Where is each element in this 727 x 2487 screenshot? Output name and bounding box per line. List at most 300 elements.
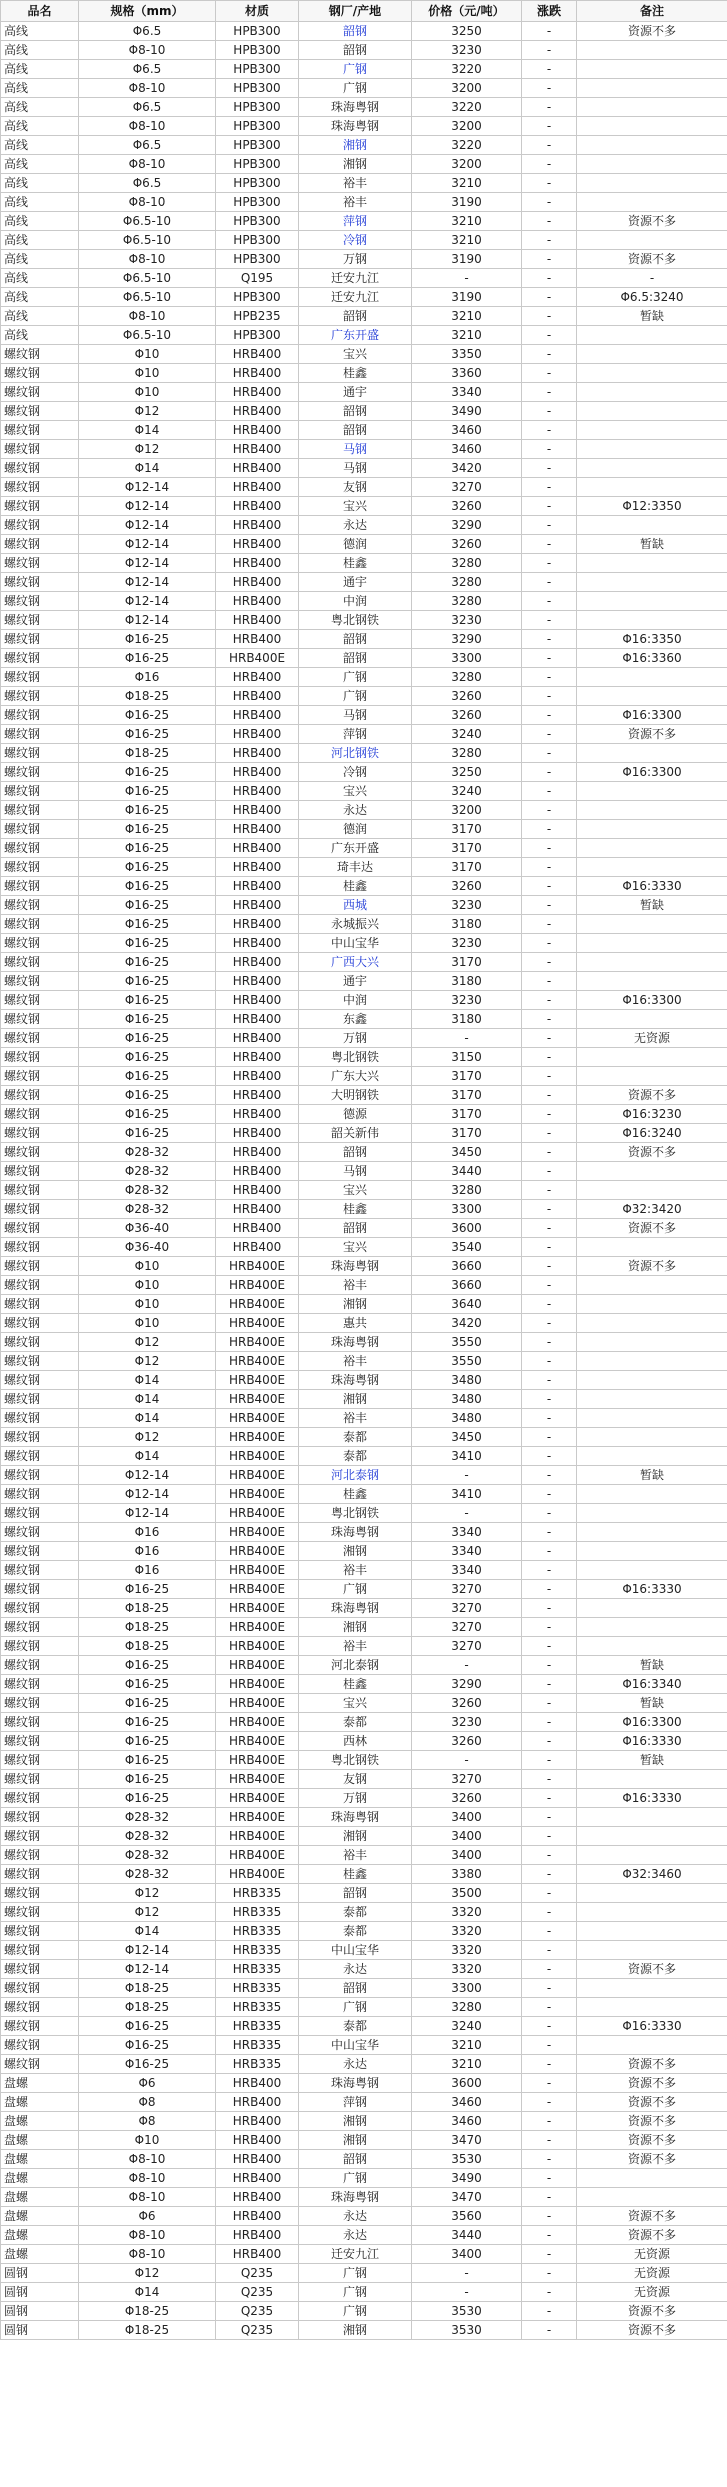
remark-cell — [577, 1523, 727, 1542]
spec-cell: Φ16-25 — [79, 972, 216, 991]
material-cell: HRB400 — [216, 383, 299, 402]
spec-cell: Φ12 — [79, 1352, 216, 1371]
table-row — [1, 1732, 727, 1751]
mill-cell: 迁安九江 — [299, 288, 412, 307]
table-row — [1, 1105, 727, 1124]
spec-cell: Φ14 — [79, 1390, 216, 1409]
remark-cell: 资源不多 — [577, 725, 727, 744]
price-cell: 3260 — [412, 1789, 522, 1808]
spec-cell: Φ8 — [79, 2093, 216, 2112]
change-cell: - — [522, 1808, 577, 1827]
price-cell: 3260 — [412, 497, 522, 516]
mill-cell: 湘钢 — [299, 1827, 412, 1846]
change-cell: - — [522, 1314, 577, 1333]
table-row — [1, 288, 727, 307]
spec-cell: Φ12 — [79, 440, 216, 459]
spec-cell: Φ16-25 — [79, 877, 216, 896]
mill-cell: 桂鑫 — [299, 1200, 412, 1219]
mill-cell: 惠共 — [299, 1314, 412, 1333]
table-row — [1, 2264, 727, 2283]
price-cell: 3400 — [412, 1827, 522, 1846]
remark-cell — [577, 1922, 727, 1941]
change-cell: - — [522, 2245, 577, 2264]
mill-cell[interactable]: 西城 — [299, 896, 412, 915]
change-cell: - — [522, 1238, 577, 1257]
spec-cell: Φ16-25 — [79, 649, 216, 668]
spec-cell: Φ8-10 — [79, 2188, 216, 2207]
remark-cell — [577, 858, 727, 877]
change-cell: - — [522, 155, 577, 174]
price-cell: 3340 — [412, 1523, 522, 1542]
product-name-cell: 螺纹钢 — [1, 1390, 79, 1409]
remark-cell — [577, 1998, 727, 2017]
product-name-cell: 螺纹钢 — [1, 1257, 79, 1276]
material-cell: HRB400 — [216, 2188, 299, 2207]
mill-cell: 泰都 — [299, 1428, 412, 1447]
price-cell: 3300 — [412, 1200, 522, 1219]
table-row — [1, 611, 727, 630]
product-name-cell: 螺纹钢 — [1, 1922, 79, 1941]
mill-cell: 宝兴 — [299, 1238, 412, 1257]
table-row — [1, 839, 727, 858]
spec-cell: Φ16-25 — [79, 1105, 216, 1124]
mill-cell: 萍钢 — [299, 725, 412, 744]
table-row — [1, 1010, 727, 1029]
material-cell: HPB300 — [216, 193, 299, 212]
material-cell: HRB400 — [216, 934, 299, 953]
material-cell: HRB400 — [216, 630, 299, 649]
price-cell: 3230 — [412, 896, 522, 915]
price-cell: 3490 — [412, 402, 522, 421]
price-cell: 3480 — [412, 1409, 522, 1428]
price-cell: 3410 — [412, 1485, 522, 1504]
mill-cell[interactable]: 湘钢 — [299, 136, 412, 155]
price-cell: 3290 — [412, 1675, 522, 1694]
price-cell: 3200 — [412, 79, 522, 98]
header-price: 价格（元/吨） — [412, 1, 522, 22]
remark-cell: Φ16:3300 — [577, 991, 727, 1010]
table-row — [1, 307, 727, 326]
table-row — [1, 1599, 727, 1618]
product-name-cell: 螺纹钢 — [1, 554, 79, 573]
remark-cell — [577, 174, 727, 193]
price-cell: 3210 — [412, 307, 522, 326]
spec-cell: Φ16-25 — [79, 1789, 216, 1808]
mill-cell: 广钢 — [299, 1580, 412, 1599]
remark-cell — [577, 1827, 727, 1846]
spec-cell: Φ10 — [79, 1257, 216, 1276]
remark-cell — [577, 1884, 727, 1903]
mill-cell: 迁安九江 — [299, 2245, 412, 2264]
product-name-cell: 螺纹钢 — [1, 1542, 79, 1561]
table-row — [1, 1884, 727, 1903]
change-cell: - — [522, 2169, 577, 2188]
product-name-cell: 高线 — [1, 269, 79, 288]
spec-cell: Φ12 — [79, 2264, 216, 2283]
spec-cell: Φ28-32 — [79, 1181, 216, 1200]
material-cell: HRB400E — [216, 1618, 299, 1637]
mill-cell: 广钢 — [299, 2169, 412, 2188]
change-cell: - — [522, 2226, 577, 2245]
product-name-cell: 螺纹钢 — [1, 440, 79, 459]
change-cell: - — [522, 478, 577, 497]
change-cell: - — [522, 1922, 577, 1941]
change-cell: - — [522, 858, 577, 877]
price-cell: 3220 — [412, 60, 522, 79]
remark-cell — [577, 915, 727, 934]
price-cell: 3460 — [412, 421, 522, 440]
price-cell: 3270 — [412, 1637, 522, 1656]
price-cell: 3400 — [412, 1846, 522, 1865]
table-row — [1, 2302, 727, 2321]
remark-cell: 资源不多 — [577, 2226, 727, 2245]
spec-cell: Φ16-25 — [79, 782, 216, 801]
table-row — [1, 231, 727, 250]
spec-cell: Φ8-10 — [79, 79, 216, 98]
spec-cell: Φ6.5-10 — [79, 212, 216, 231]
table-row — [1, 1789, 727, 1808]
product-name-cell: 高线 — [1, 288, 79, 307]
spec-cell: Φ8-10 — [79, 2169, 216, 2188]
price-cell: 3450 — [412, 1143, 522, 1162]
price-cell: 3170 — [412, 1105, 522, 1124]
spec-cell: Φ10 — [79, 2131, 216, 2150]
table-row — [1, 1713, 727, 1732]
product-name-cell: 高线 — [1, 250, 79, 269]
product-name-cell: 螺纹钢 — [1, 1048, 79, 1067]
product-name-cell: 螺纹钢 — [1, 1789, 79, 1808]
remark-cell — [577, 402, 727, 421]
remark-cell: Φ16:3340 — [577, 1675, 727, 1694]
product-name-cell: 螺纹钢 — [1, 858, 79, 877]
change-cell: - — [522, 1637, 577, 1656]
remark-cell — [577, 1276, 727, 1295]
material-cell: HRB400 — [216, 896, 299, 915]
table-row — [1, 1960, 727, 1979]
price-cell: 3260 — [412, 1694, 522, 1713]
remark-cell: - — [577, 269, 727, 288]
remark-cell — [577, 1846, 727, 1865]
table-row — [1, 2074, 727, 2093]
change-cell: - — [522, 1732, 577, 1751]
remark-cell — [577, 136, 727, 155]
remark-cell: 资源不多 — [577, 212, 727, 231]
product-name-cell: 螺纹钢 — [1, 2055, 79, 2074]
mill-cell[interactable]: 马钢 — [299, 440, 412, 459]
price-cell: - — [412, 2283, 522, 2302]
material-cell: HRB400E — [216, 1295, 299, 1314]
table-row — [1, 2245, 727, 2264]
table-header — [1, 1, 727, 22]
table-row — [1, 1428, 727, 1447]
header-row — [1, 1, 727, 22]
change-cell: - — [522, 2321, 577, 2340]
mill-cell: 永达 — [299, 516, 412, 535]
product-name-cell: 螺纹钢 — [1, 421, 79, 440]
change-cell: - — [522, 1428, 577, 1447]
change-cell: - — [522, 41, 577, 60]
spec-cell: Φ12-14 — [79, 516, 216, 535]
change-cell: - — [522, 1485, 577, 1504]
mill-cell: 桂鑫 — [299, 877, 412, 896]
mill-cell: 粤北钢铁 — [299, 1504, 412, 1523]
change-cell: - — [522, 1599, 577, 1618]
mill-cell: 广东开盛 — [299, 839, 412, 858]
change-cell: - — [522, 1333, 577, 1352]
spec-cell: Φ12-14 — [79, 1941, 216, 1960]
table-row — [1, 2283, 727, 2302]
spec-cell: Φ18-25 — [79, 1599, 216, 1618]
table-row — [1, 801, 727, 820]
spec-cell: Φ28-32 — [79, 1865, 216, 1884]
mill-cell: 通宇 — [299, 972, 412, 991]
mill-cell: 湘钢 — [299, 1295, 412, 1314]
table-row — [1, 1390, 727, 1409]
product-name-cell: 螺纹钢 — [1, 877, 79, 896]
mill-cell: 韶关新伟 — [299, 1124, 412, 1143]
mill-cell: 韶钢 — [299, 421, 412, 440]
price-cell: 3300 — [412, 649, 522, 668]
spec-cell: Φ12 — [79, 1428, 216, 1447]
material-cell: HRB400 — [216, 725, 299, 744]
table-row — [1, 326, 727, 345]
change-cell: - — [522, 1124, 577, 1143]
table-row — [1, 1124, 727, 1143]
product-name-cell: 螺纹钢 — [1, 1846, 79, 1865]
spec-cell: Φ6.5 — [79, 60, 216, 79]
spec-cell: Φ16-25 — [79, 725, 216, 744]
material-cell: HRB335 — [216, 1979, 299, 1998]
spec-cell: Φ14 — [79, 1447, 216, 1466]
remark-cell — [577, 1903, 727, 1922]
price-cell: 3270 — [412, 478, 522, 497]
product-name-cell: 螺纹钢 — [1, 687, 79, 706]
table-row — [1, 725, 727, 744]
remark-cell: 暂缺 — [577, 896, 727, 915]
spec-cell: Φ12-14 — [79, 1466, 216, 1485]
material-cell: HRB400E — [216, 1466, 299, 1485]
remark-cell — [577, 1618, 727, 1637]
remark-cell — [577, 1808, 727, 1827]
header-material: 材质 — [216, 1, 299, 22]
material-cell: HRB400 — [216, 2093, 299, 2112]
spec-cell: Φ16-25 — [79, 706, 216, 725]
material-cell: HPB300 — [216, 231, 299, 250]
price-cell: 3180 — [412, 1010, 522, 1029]
mill-cell[interactable]: 萍钢 — [299, 212, 412, 231]
price-cell: 3230 — [412, 41, 522, 60]
price-cell: - — [412, 2264, 522, 2283]
product-name-cell: 螺纹钢 — [1, 896, 79, 915]
table-row — [1, 2207, 727, 2226]
price-cell: 3220 — [412, 98, 522, 117]
mill-cell: 粤北钢铁 — [299, 1751, 412, 1770]
change-cell: - — [522, 2074, 577, 2093]
product-name-cell: 螺纹钢 — [1, 1656, 79, 1675]
change-cell: - — [522, 1200, 577, 1219]
product-name-cell: 螺纹钢 — [1, 1732, 79, 1751]
price-cell: 3260 — [412, 687, 522, 706]
mill-cell: 萍钢 — [299, 2093, 412, 2112]
product-name-cell: 螺纹钢 — [1, 1162, 79, 1181]
material-cell: HRB335 — [216, 2017, 299, 2036]
remark-cell — [577, 459, 727, 478]
change-cell: - — [522, 1789, 577, 1808]
remark-cell — [577, 934, 727, 953]
price-cell: 3460 — [412, 2112, 522, 2131]
mill-cell: 韶钢 — [299, 630, 412, 649]
spec-cell: Φ6.5-10 — [79, 269, 216, 288]
remark-cell: 资源不多 — [577, 22, 727, 41]
change-cell: - — [522, 2207, 577, 2226]
price-cell: 3260 — [412, 535, 522, 554]
mill-cell: 韶钢 — [299, 1143, 412, 1162]
mill-cell: 马钢 — [299, 1162, 412, 1181]
product-name-cell: 高线 — [1, 174, 79, 193]
table-row — [1, 269, 727, 288]
mill-cell[interactable]: 广西大兴 — [299, 953, 412, 972]
spec-cell: Φ8-10 — [79, 117, 216, 136]
change-cell: - — [522, 60, 577, 79]
remark-cell: 暂缺 — [577, 1751, 727, 1770]
change-cell: - — [522, 2093, 577, 2112]
change-cell: - — [522, 535, 577, 554]
mill-cell[interactable]: 广东开盛 — [299, 326, 412, 345]
change-cell: - — [522, 1979, 577, 1998]
product-name-cell: 螺纹钢 — [1, 782, 79, 801]
change-cell: - — [522, 288, 577, 307]
table-row — [1, 459, 727, 478]
product-name-cell: 螺纹钢 — [1, 1029, 79, 1048]
price-cell: 3240 — [412, 725, 522, 744]
table-row — [1, 1846, 727, 1865]
remark-cell — [577, 1409, 727, 1428]
spec-cell: Φ12 — [79, 402, 216, 421]
table-row — [1, 915, 727, 934]
change-cell: - — [522, 136, 577, 155]
product-name-cell: 螺纹钢 — [1, 1371, 79, 1390]
remark-cell: 资源不多 — [577, 1960, 727, 1979]
material-cell: HRB400E — [216, 1333, 299, 1352]
remark-cell: Φ16:3300 — [577, 763, 727, 782]
table-row — [1, 535, 727, 554]
table-row — [1, 2188, 727, 2207]
mill-cell[interactable]: 河北钢铁 — [299, 744, 412, 763]
change-cell: - — [522, 877, 577, 896]
price-cell: 3230 — [412, 1713, 522, 1732]
change-cell: - — [522, 2055, 577, 2074]
change-cell: - — [522, 1960, 577, 1979]
material-cell: HPB300 — [216, 41, 299, 60]
change-cell: - — [522, 725, 577, 744]
price-cell: - — [412, 269, 522, 288]
product-name-cell: 盘螺 — [1, 2207, 79, 2226]
change-cell: - — [522, 98, 577, 117]
spec-cell: Φ16-25 — [79, 953, 216, 972]
mill-cell[interactable]: 广钢 — [299, 60, 412, 79]
material-cell: HRB400E — [216, 1428, 299, 1447]
material-cell: HRB400 — [216, 421, 299, 440]
product-name-cell: 螺纹钢 — [1, 1466, 79, 1485]
change-cell: - — [522, 1884, 577, 1903]
table-row — [1, 1675, 727, 1694]
mill-cell: 裕丰 — [299, 1276, 412, 1295]
change-cell: - — [522, 307, 577, 326]
mill-cell[interactable]: 冷钢 — [299, 231, 412, 250]
change-cell: - — [522, 1447, 577, 1466]
table-row — [1, 554, 727, 573]
product-name-cell: 高线 — [1, 60, 79, 79]
product-name-cell: 螺纹钢 — [1, 820, 79, 839]
mill-cell: 裕丰 — [299, 193, 412, 212]
price-cell: 3420 — [412, 459, 522, 478]
change-cell: - — [522, 1827, 577, 1846]
mill-cell: 桂鑫 — [299, 364, 412, 383]
spec-cell: Φ6.5-10 — [79, 288, 216, 307]
price-cell: 3420 — [412, 1314, 522, 1333]
remark-cell — [577, 1770, 727, 1789]
mill-cell[interactable]: 河北泰钢 — [299, 1466, 412, 1485]
price-cell: 3300 — [412, 1979, 522, 1998]
table-row — [1, 440, 727, 459]
remark-cell — [577, 1352, 727, 1371]
product-name-cell: 高线 — [1, 326, 79, 345]
change-cell: - — [522, 1998, 577, 2017]
table-row — [1, 516, 727, 535]
product-name-cell: 高线 — [1, 22, 79, 41]
change-cell: - — [522, 953, 577, 972]
change-cell: - — [522, 1067, 577, 1086]
material-cell: HPB300 — [216, 155, 299, 174]
price-cell: - — [412, 1656, 522, 1675]
price-cell: 3200 — [412, 801, 522, 820]
product-name-cell: 螺纹钢 — [1, 1884, 79, 1903]
mill-cell: 裕丰 — [299, 174, 412, 193]
remark-cell — [577, 1314, 727, 1333]
product-name-cell: 螺纹钢 — [1, 1713, 79, 1732]
price-cell: 3450 — [412, 1428, 522, 1447]
product-name-cell: 盘螺 — [1, 2169, 79, 2188]
mill-cell: 珠海粤钢 — [299, 1523, 412, 1542]
table-row — [1, 1561, 727, 1580]
table-row — [1, 2112, 727, 2131]
table-row — [1, 1656, 727, 1675]
spec-cell: Φ16-25 — [79, 1713, 216, 1732]
spec-cell: Φ16-25 — [79, 934, 216, 953]
table-row — [1, 1504, 727, 1523]
remark-cell — [577, 1428, 727, 1447]
header-mill-origin: 钢厂/产地 — [299, 1, 412, 22]
mill-cell[interactable]: 韶钢 — [299, 22, 412, 41]
change-cell: - — [522, 1181, 577, 1200]
remark-cell — [577, 345, 727, 364]
product-name-cell: 高线 — [1, 117, 79, 136]
mill-cell: 永达 — [299, 2226, 412, 2245]
material-cell: HRB400E — [216, 1485, 299, 1504]
product-name-cell: 高线 — [1, 98, 79, 117]
remark-cell: 无资源 — [577, 1029, 727, 1048]
remark-cell: Φ16:3330 — [577, 1580, 727, 1599]
table-row — [1, 155, 727, 174]
table-row — [1, 1409, 727, 1428]
remark-cell — [577, 1447, 727, 1466]
table-row — [1, 1979, 727, 1998]
product-name-cell: 螺纹钢 — [1, 706, 79, 725]
change-cell: - — [522, 1143, 577, 1162]
change-cell: - — [522, 1903, 577, 1922]
change-cell: - — [522, 801, 577, 820]
price-cell: 3410 — [412, 1447, 522, 1466]
